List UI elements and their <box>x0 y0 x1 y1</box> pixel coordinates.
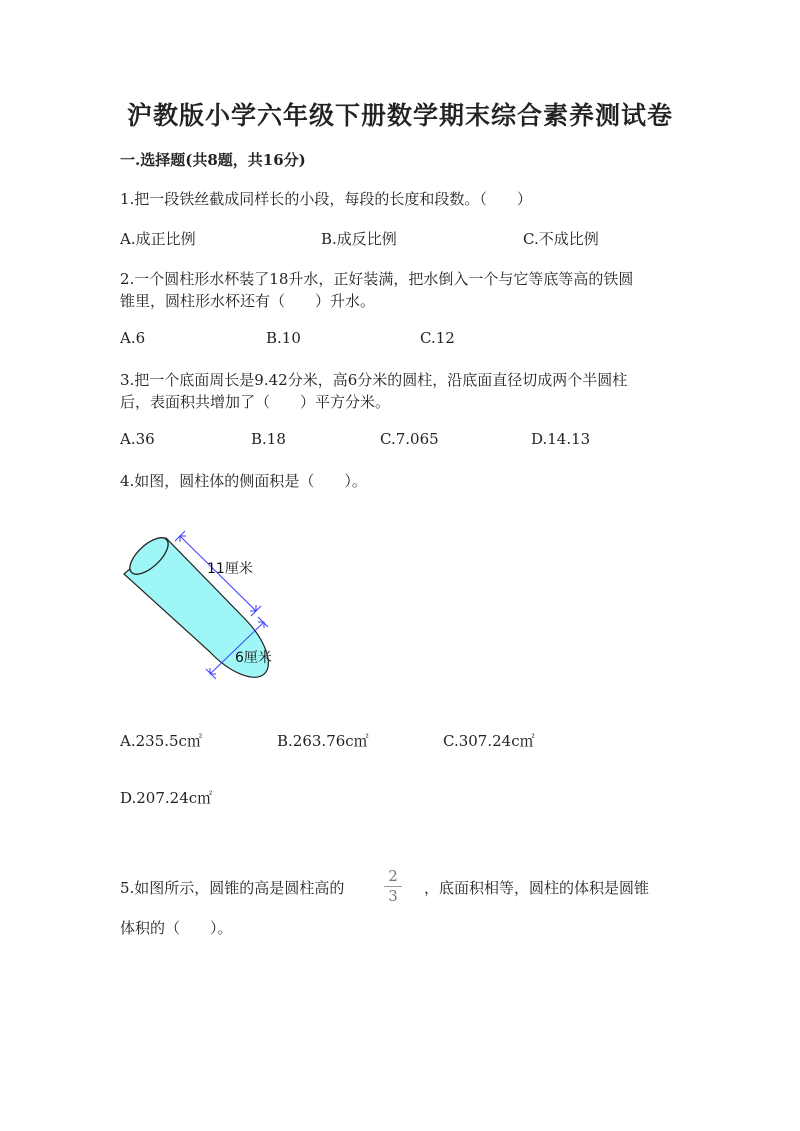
question-5-stem-before: 5.如图所示，圆锥的高是圆柱高的 <box>120 879 345 897</box>
question-2-option-c: C.12 <box>420 329 455 347</box>
question-2-option-b: B.10 <box>266 329 301 347</box>
fraction-two-thirds <box>382 868 404 905</box>
question-3-option-a: A.36 <box>120 430 155 448</box>
page-title: 沪教版小学六年级下册数学期末综合素养测试卷 <box>126 101 673 130</box>
question-3-stem-line2: 后，表面积共增加了（ ）平方分米。 <box>120 393 391 411</box>
question-5-stem-after: ，底面积相等，圆柱的体积是圆锥 <box>424 879 650 897</box>
question-1-option-c: C.不成比例 <box>523 230 599 248</box>
question-4-stem: 4.如图，圆柱体的侧面积是（ ）。 <box>120 472 367 490</box>
question-1-option-a: A.成正比例 <box>120 230 196 248</box>
question-1-stem: 1.把一段铁丝截成同样长的小段，每段的长度和段数。（ ） <box>120 190 532 208</box>
question-4-option-b: B.263.76c㎡ <box>277 732 369 750</box>
question-3-stem-line1: 3.把一个底面周长是9.42分米，高6分米的圆柱，沿底面直径切成两个半圆柱 <box>120 371 628 389</box>
diameter-label: 6厘米 <box>235 650 272 666</box>
cylinder-figure <box>118 522 298 687</box>
question-1-option-b: B.成反比例 <box>321 230 397 248</box>
question-5-stem-line2: 体积的（ ）。 <box>120 919 233 937</box>
section-heading: 一.选择题(共8题，共16分) <box>120 151 306 169</box>
question-2-option-a: A.6 <box>120 329 146 347</box>
height-label: 11厘米 <box>207 561 253 577</box>
question-3-option-d: D.14.13 <box>531 430 591 448</box>
question-2-stem-line2: 锥里，圆柱形水杯还有（ ）升水。 <box>120 292 376 310</box>
question-4-option-d: D.207.24c㎡ <box>120 789 213 807</box>
question-3-option-b: B.18 <box>251 430 286 448</box>
question-4-option-c: C.307.24c㎡ <box>443 732 535 750</box>
fraction-denominator: 3 <box>388 887 398 905</box>
question-2-stem-line1: 2.一个圆柱形水杯装了18升水，正好装满，把水倒入一个与它等底等高的铁圆 <box>120 270 634 288</box>
fraction-numerator: 2 <box>388 867 398 885</box>
question-4-option-a: A.235.5c㎡ <box>120 732 202 750</box>
question-3-option-c: C.7.065 <box>380 430 439 448</box>
